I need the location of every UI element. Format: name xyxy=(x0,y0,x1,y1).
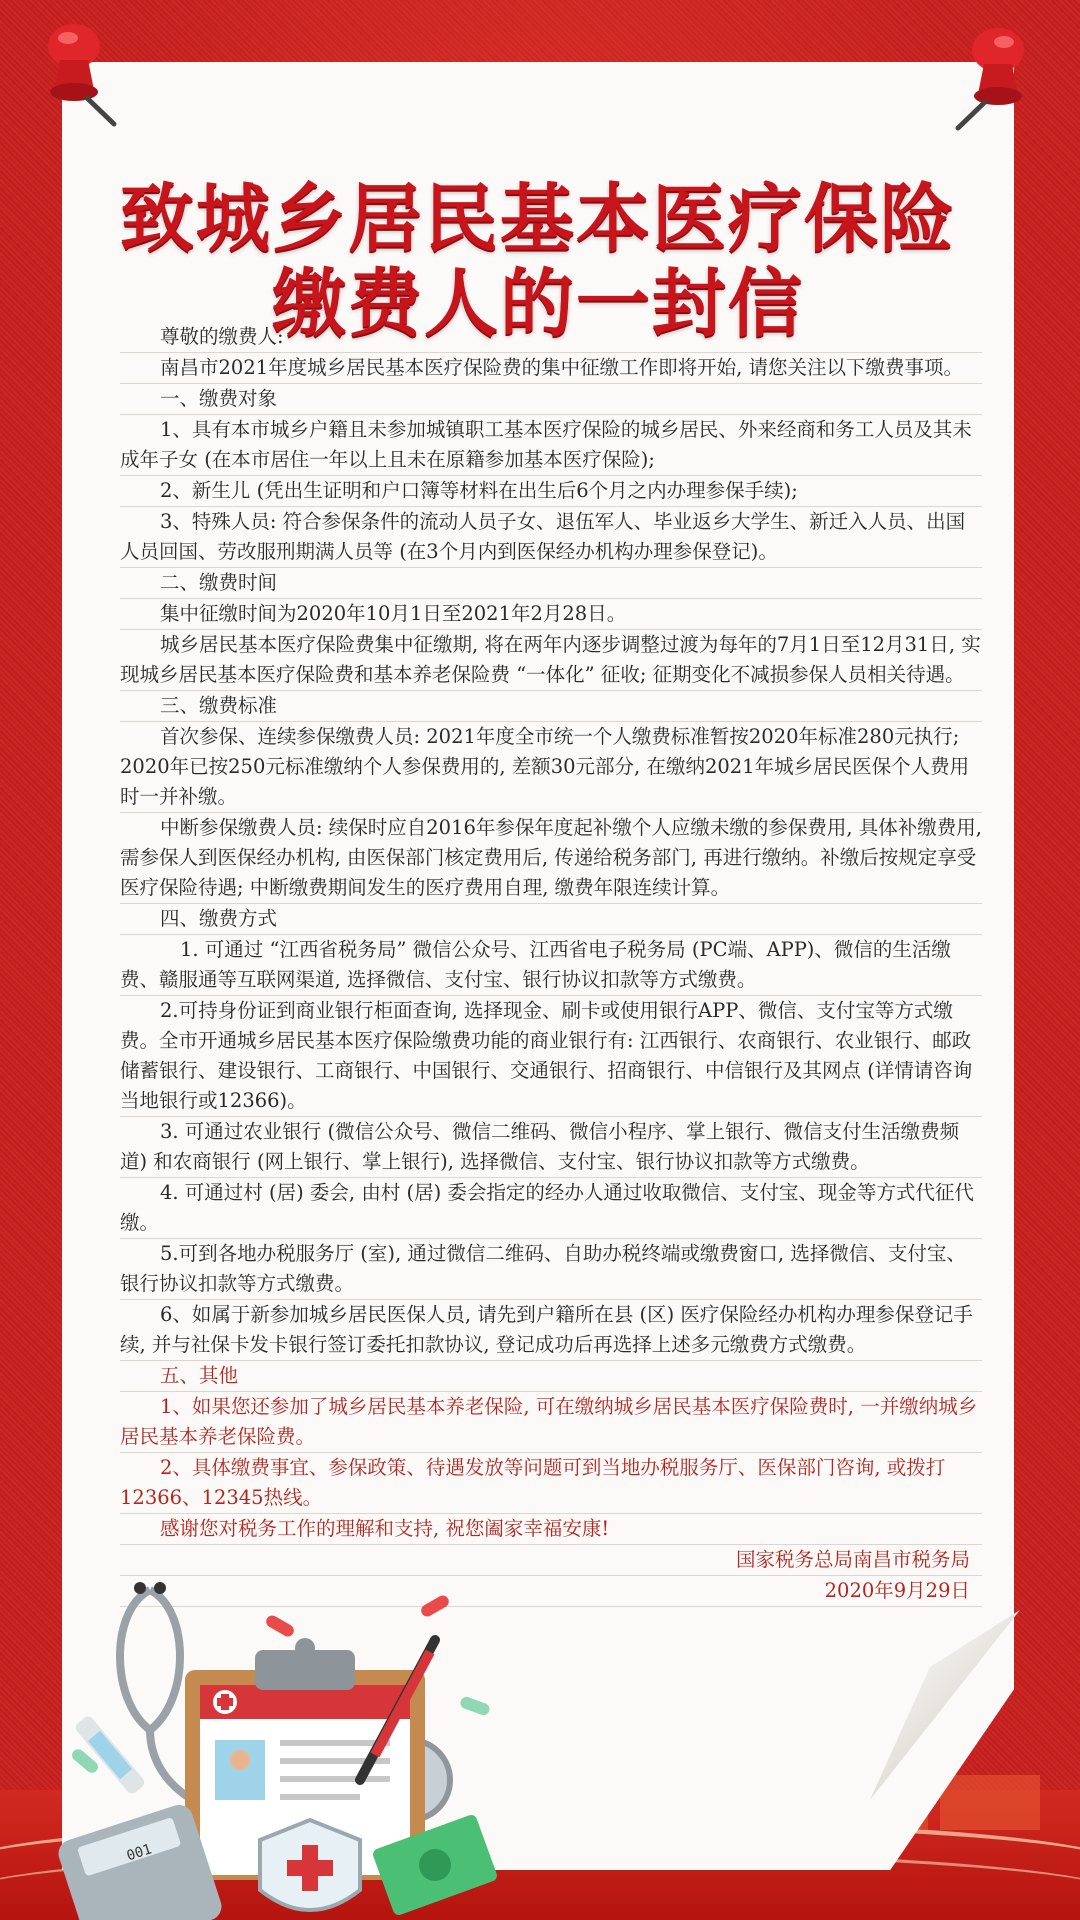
pushpin-icon xyxy=(32,20,122,130)
list-item: 2、新生儿 (凭出生证明和户口簿等材料在出生后6个月之内办理参保手续); xyxy=(120,476,982,507)
paragraph: 集中征缴时间为2020年10月1日至2021年2月28日。 xyxy=(120,599,982,630)
page-title-line-2: 缴费人的一封信 xyxy=(272,261,804,347)
closing-line: 感谢您对税务工作的理解和支持, 祝您阖家幸福安康! xyxy=(120,1514,982,1545)
calculator-display: 001 xyxy=(124,1841,154,1865)
pill-icon xyxy=(459,1695,491,1717)
list-item: 3、特殊人员: 符合参保条件的流动人员子女、退伍军人、毕业返乡大学生、新迁入人员、出国人员回国、劳改服刑期满人员等 (在3个月内到医保经办机构办理参保登记)。 xyxy=(120,507,982,568)
section-heading: 二、缴费时间 xyxy=(120,568,982,599)
paragraph: 中断参保缴费人员: 续保时应自2016年参保年度起补缴个人应缴未缴的参保费用, 具体补缴费用, 需参保人到医保经办机构, 由医保部门核定费用后, 传递给税务部门, 再进行缴纳。补缴后按规定享受医疗保险待遇; 中断缴费期间发生的医疗费用自理, 缴费年限连续计算。 xyxy=(120,813,982,904)
list-item: 1、如果您还参加了城乡居民基本养老保险, 可在缴纳城乡居民基本医疗保险费时, 一并缴纳城乡居民基本养老保险费。 xyxy=(120,1392,982,1453)
signature: 国家税务总局南昌市税务局 xyxy=(120,1545,982,1576)
list-item: 3. 可通过农业银行 (微信公众号、微信二维码、微信小程序、掌上银行、微信支付生活缴费频道) 和农商银行 (网上银行、掌上银行), 选择微信、支付宝、银行协议扣款等方式缴费。 xyxy=(120,1117,982,1178)
pill-icon xyxy=(419,1593,451,1618)
date: 2020年9月29日 xyxy=(120,1576,982,1607)
list-item: 4. 可通过村 (居) 委会, 由村 (居) 委会指定的经办人通过收取微信、支付宝、现金等方式代征代缴。 xyxy=(120,1178,982,1239)
stethoscope-icon xyxy=(120,1590,180,1730)
paragraph: 城乡居民基本医疗保险费集中征缴期, 将在两年内逐步调整过渡为每年的7月1日至12月31日, 实现城乡居民基本医疗保险费和基本养老保险费 “一体化” 征收; 征期变化不减损参保人员相关待遇。 xyxy=(120,630,982,691)
list-item: 6、如属于新参加城乡居民医保人员, 请先到户籍所在县 (区) 医疗保险经办机构办理参保登记手续, 并与社保卡发卡银行签订委托扣款协议, 登记成功后再选择上述多元缴费方式缴费。 xyxy=(120,1300,982,1361)
list-item: 2.可持身份证到商业银行柜面查询, 选择现金、刷卡或使用银行APP、微信、支付宝等方式缴费。全市开通城乡居民基本医疗保险缴费功能的商业银行有: 江西银行、农商银行、农业银行、邮政储蓄银行、建设银行、工商银行、中国银行、交通银行、招商银行、中信银行及其网点 (详情请咨询当地银行或12366)。 xyxy=(120,996,982,1117)
pushpin-icon xyxy=(950,24,1040,134)
section-heading: 四、缴费方式 xyxy=(120,904,982,935)
pill-icon xyxy=(264,1613,296,1638)
section-heading: 一、缴费对象 xyxy=(120,384,982,415)
paragraph: 首次参保、连续参保缴费人员: 2021年度全市统一个人缴费标准暂按2020年标准280元执行; 2020年已按250元标准缴纳个人参保费用的, 差额30元部分, 在缴纳2021年城乡居民医保个人费用时一并补缴。 xyxy=(120,722,982,813)
list-item: 5.可到各地办税服务厅 (室), 通过微信二维码、自助办税终端或缴费窗口, 选择微信、支付宝、银行协议扣款等方式缴费。 xyxy=(120,1239,982,1300)
greeting: 尊敬的缴费人: xyxy=(120,322,982,353)
list-item: 1. 可通过 “江西省税务局” 微信公众号、江西省电子税务局 (PC端、APP)、微信的生活缴费、赣服通等互联网渠道, 选择微信、支付宝、银行协议扣款等方式缴费。 xyxy=(120,935,982,996)
medical-illustration xyxy=(40,1580,600,1920)
letter-body xyxy=(120,322,982,1607)
list-item: 2、具体缴费事宜、参保政策、待遇发放等问题可到当地办税服务厅、医保部门咨询, 或拨打12366、12345热线。 xyxy=(120,1453,982,1514)
intro-paragraph: 南昌市2021年度城乡居民基本医疗保险费的集中征缴工作即将开始, 请您关注以下缴费事项。 xyxy=(120,353,982,384)
section-heading: 五、其他 xyxy=(120,1361,982,1392)
section-heading: 三、缴费标准 xyxy=(120,691,982,722)
page-title-line-1: 致城乡居民基本医疗保险 xyxy=(120,176,956,262)
list-item: 1、具有本市城乡户籍且未参加城镇职工基本医疗保险的城乡居民、外来经商和务工人员及其未成年子女 (在本市居住一年以上且未在原籍参加基本医疗保险); xyxy=(120,415,982,476)
